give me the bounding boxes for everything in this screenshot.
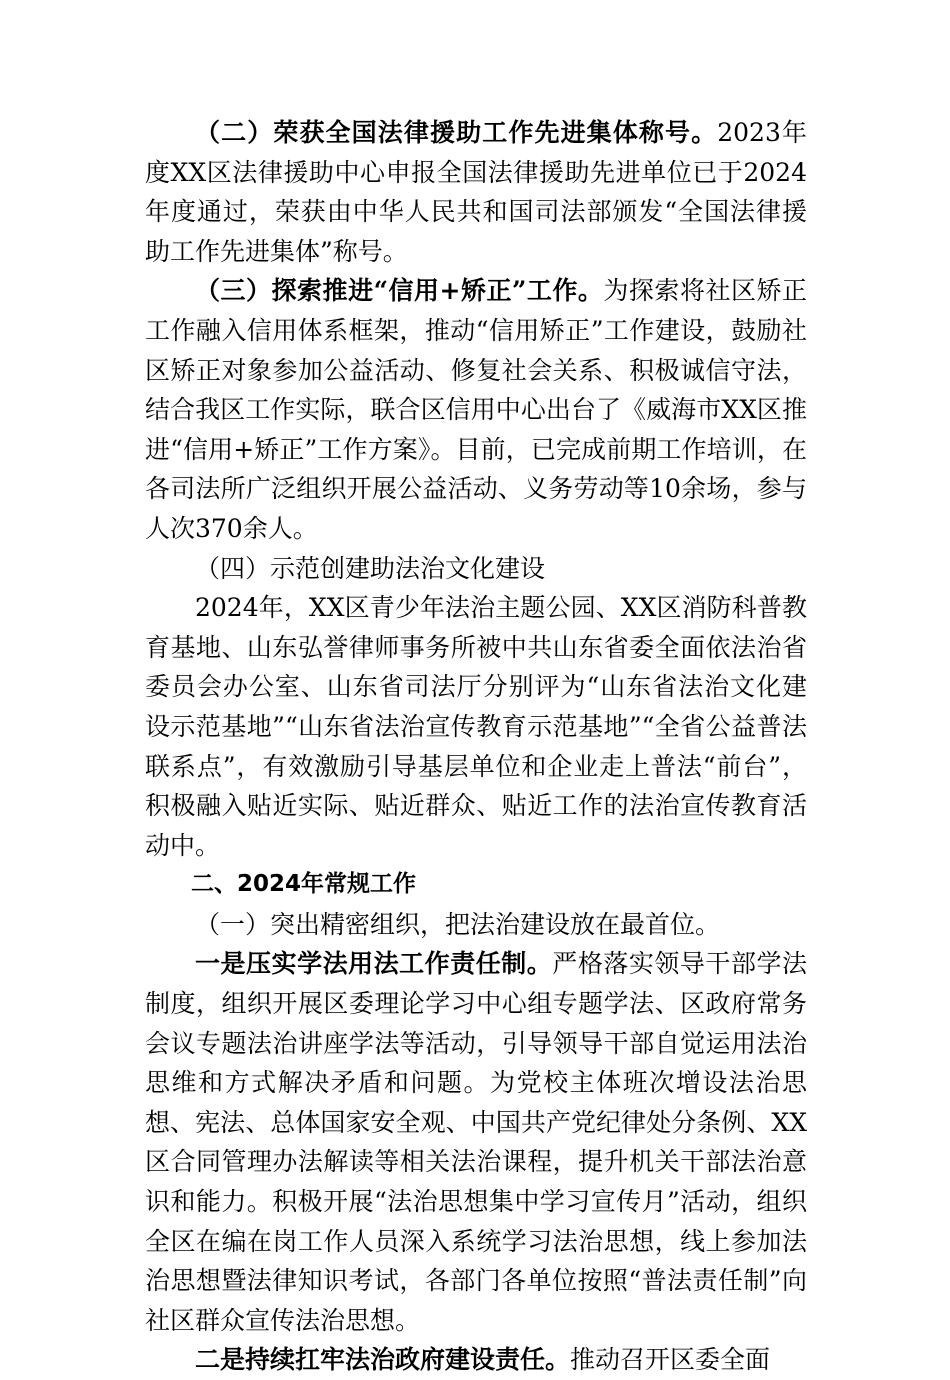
paragraph-lead: 一是压实学法用法工作责任制。 xyxy=(195,949,553,979)
document-page xyxy=(145,113,807,1380)
paragraph-subheading-organization: （一）突出精密组织，把法治建设放在最首位。 xyxy=(195,909,721,939)
paragraph-lead: （三）探索推进“信用+矫正”工作。 xyxy=(195,276,604,306)
paragraph-lead: 二是持续扛牢法治政府建设责任。 xyxy=(195,1345,571,1375)
paragraph-credit-correction xyxy=(145,271,807,548)
paragraph-body: 严格落实领导干部学法制度，组织开展区委理论学习中心组专题学法、区政府常务会议专题法治讲座学法等活动，引导领导干部自觉运用法治思维和方式解决矛盾和问题。为党校主体班次增设法治思想、宪法、总体国家安全观、中国共产党纪律处分条例、XX区合同管理办法解读等相关法治课程，提升机关干部法治意识和能力。积极开展“法治思想集中学习宣传月”活动，组织全区在编在岗工作人员深入系统学习法治思想，线上参加法治思想暨法律知识考试，各部门各单位按照“普法责任制”向社区群众宣传法治思想。 xyxy=(145,949,807,1335)
paragraph-subheading-demo: （四）示范创建助法治文化建设 xyxy=(195,553,546,583)
paragraph-lead: （二）荣获全国法律援助工作先进集体称号。 xyxy=(195,118,718,147)
paragraph-government-responsibility xyxy=(145,1340,807,1380)
paragraph-rule-of-law-culture: 2024年，XX区青少年法治主题公园、XX区消防科普教育基地、山东弘誉律师事务所被中共山东省委全面依法治省委员会办公室、山东省司法厅分别评为“山东省法治文化建设示范基地”“山东省法治宣传教育示范基地”“全省公益普法联系点”，有效激励引导基层单位和企业走上普法“前台”，积极融入贴近实际、贴近群众、贴近工作的法治宣传教育活动中。 xyxy=(145,593,807,860)
paragraph-body: 为探索将社区矫正工作融入信用体系框架，推动“信用矫正”工作建设，鼓励社区矫正对象参加公益活动、修复社会关系、积极诚信守法，结合我区工作实际，联合区信用中心出台了《威海市XX区推进“信用+矫正”工作方案》。目前，已完成前期工作培训，在各司法所广泛组织开展公益活动、义务劳动等10余场，参与人次370余人。 xyxy=(145,276,807,543)
paragraph-legal-aid-award xyxy=(145,113,807,271)
paragraph-body: 推动召开区委全面 xyxy=(570,1345,771,1375)
paragraph-body: 2023年度XX区法律援助中心申报全国法律援助先进单位已于2024年度通过，荣获由中华人民共和国司法部颁发“全国法律援助工作先进集体”称号。 xyxy=(145,118,807,266)
paragraph-study-responsibility xyxy=(145,944,807,1340)
section-heading-routine-work: 二、2024年常规工作 xyxy=(191,871,417,898)
